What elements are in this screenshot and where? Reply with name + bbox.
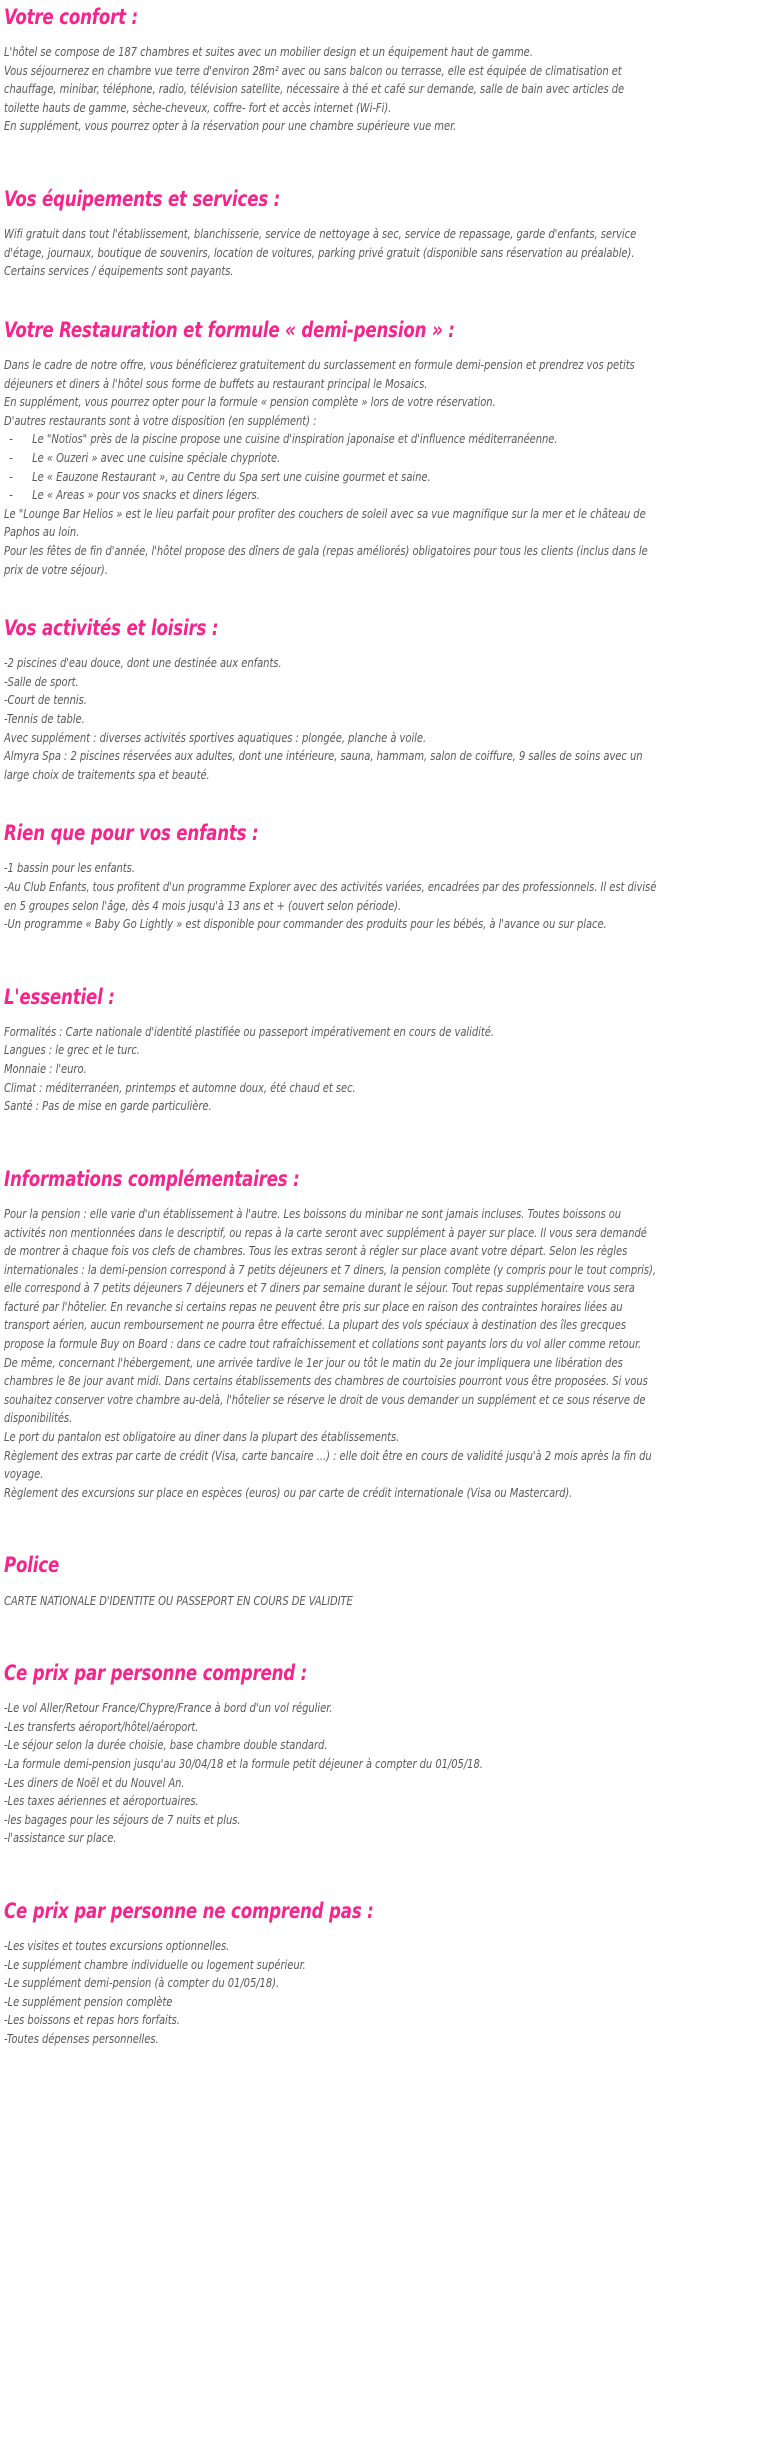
section-activites xyxy=(4,617,750,784)
paragraph: -Le séjour selon la durée choisie, base chambre double standard. xyxy=(4,1737,328,1753)
heading-text: Informations complémentaires : xyxy=(4,1166,300,1192)
list-item xyxy=(4,468,660,487)
paragraph: -Les transferts aéroport/hôtel/aéroport. xyxy=(4,1718,199,1734)
paragraph: -Le vol Aller/Retour France/Chypre/France à bord d'un vol régulier. xyxy=(4,1700,333,1716)
paragraph: -1 bassin pour les enfants. xyxy=(4,860,135,876)
section-heading-enfants xyxy=(4,822,750,846)
paragraph: Dans le cadre de notre offre, vous bénéficierez gratuitement du surclassement en formule demi-pension et prendrez vos petits déjeuners et diners à l'hôtel sous forme de buffets au restaurant principal le Mosaics. xyxy=(4,356,635,391)
paragraph: Vous séjournerez en chambre vue terre d'environ 28m² avec ou sans balcon ou terrasse, elle est équipée de climatisation et chauffage, minibar, téléphone, radio, télévision satellite, nécessaire à thé et café sur demande, salle de bain avec articles de toilette hauts de gamme, sèche-cheveux, coffre- fort et accès internet (Wi-Fi). xyxy=(4,62,625,115)
paragraph: Almyra Spa : 2 piscines réservées aux adultes, dont une intérieure, sauna, hammam, salon de coiffure, 9 salles de soins avec un large choix de traitements spa et beauté. xyxy=(4,748,643,782)
paragraph: Formalités : Carte nationale d'identité plastifiée ou passeport impérativement en cours de validité. xyxy=(4,1023,494,1039)
heading-text: Ce prix par personne comprend : xyxy=(4,1661,308,1687)
dash-bullet: - xyxy=(9,468,13,484)
paragraph: Monnaie : l'euro. xyxy=(4,1061,87,1077)
paragraph: -Toutes dépenses personnelles. xyxy=(4,2030,159,2046)
list-item xyxy=(4,430,660,449)
list-item xyxy=(4,486,660,505)
dash-bullet: - xyxy=(9,431,13,447)
paragraph: L'hôtel se compose de 187 chambres et suites avec un mobilier design et un équipement haut de gamme. xyxy=(4,44,533,60)
section-prix-ne-comprend-pas xyxy=(4,1900,750,2049)
paragraph: -Court de tennis. xyxy=(4,692,87,708)
paragraph: Climat : méditerranéen, printemps et automne doux, été chaud et sec. xyxy=(4,1079,356,1095)
section-heading-informations xyxy=(4,1168,750,1192)
section-confort xyxy=(4,6,750,136)
paragraph: Le "Lounge Bar Helios » est le lieu parfait pour profiter des couchers de soleil avec sa vue magnifique sur la mer et le château de Paphos au loin. xyxy=(4,505,646,540)
paragraph: -La formule demi-pension jusqu'au 30/04/18 et la formule petit déjeuner à compter du 01/05/18. xyxy=(4,1755,483,1771)
list-item-label: Le "Notios" près de la piscine propose une cuisine d'inspiration japonaise et d'influence méditerranéenne. xyxy=(32,431,558,447)
section-prix-comprend xyxy=(4,1662,750,1848)
heading-text: Votre Restauration et formule « demi-pension » : xyxy=(4,317,455,343)
section-heading-prix-comprend xyxy=(4,1662,750,1686)
section-heading-restauration xyxy=(4,319,750,343)
paragraph: -Tennis de table. xyxy=(4,710,85,726)
paragraph: Wifi gratuit dans tout l'établissement, blanchisserie, service de nettoyage à sec, service de repassage, garde d'enfants, service d'étage, journaux, boutique de souvenirs, location de voitures, parking privé gratuit (disponible sans réservation au préalable). xyxy=(4,226,637,260)
list-item xyxy=(4,449,660,468)
heading-text: Vos équipements et services : xyxy=(4,187,281,213)
paragraph: Avec supplément : diverses activités sportives aquatiques : plongée, planche à voile. xyxy=(4,729,427,745)
paragraph: -Le supplément demi-pension (à compter du 01/05/18). xyxy=(4,1975,280,1991)
section-heading-equipements xyxy=(4,188,750,212)
paragraph: Pour la pension : elle varie d'un établissement à l'autre. Les boissons du minibar ne sont jamais incluses. Toutes boissons ou activités non mentionnées dans le descriptif, ou repas à la carte seront avec supplément à payer sur place. Il vous sera demandé de montrer à chaque fois vos clefs de chambres. Tous les extras seront à régler sur place avant votre départ. Selon les règles internationales : la demi-pension correspond à 7 petits déjeuners et 7 diners, la pension complète (y compris pour le tout compris), elle correspond à 7 petits déjeuners 7 déjeuners et 7 diners par semaine durant le séjour. Tout repas supplémentaire vous sera facturé par l'hôtelier. En revanche si certains repas ne peuvent être pris sur place en raison des contraintes horaires liées au transport aérien, aucun remboursement ne pourra être effectué. La plupart des vols spéciaux à destination des îles grecques propose la formule Buy on Board : dans ce cadre tout rafraîchissement et collations sont payants lors du vol aller comme retour. xyxy=(4,1205,657,1352)
paragraph: -Un programme « Baby Go Lightly » est disponible pour commander des produits pour les bébés, à l'avance ou sur place. xyxy=(4,916,607,932)
paragraph: De même, concernant l'hébergement, une arrivée tardive le 1er jour ou tôt le matin du 2e jour impliquera une libération des chambres le 8e jour avant midi. Dans certains établissements des chambres de courtoisies pourront vous être proposées. Si vous souhaitez conserver votre chambre au-delà, l'hôtelier se réserve le droit de vous demander un supplément et ce sous réserve de disponibilités. xyxy=(4,1354,648,1426)
section-informations xyxy=(4,1168,750,1503)
paragraph: Règlement des extras par carte de crédit (Visa, carte bancaire ...) : elle doit être en cours de validité jusqu'à 2 mois après la fin du voyage. xyxy=(4,1447,652,1482)
heading-text: Votre confort : xyxy=(4,5,139,30)
paragraph: -Les boissons et repas hors forfaits. xyxy=(4,2012,180,2028)
section-essentiel xyxy=(4,986,750,1116)
heading-text: L'essentiel : xyxy=(4,984,115,1010)
section-police xyxy=(4,1554,750,1610)
heading-text: Ce prix par personne ne comprend pas : xyxy=(4,1898,374,1924)
paragraph: -Le supplément chambre individuelle ou logement supérieur. xyxy=(4,1956,306,1972)
paragraph: D'autres restaurants sont à votre disposition (en supplément) : xyxy=(4,412,317,428)
paragraph: -Les taxes aériennes et aéroportuaires. xyxy=(4,1793,199,1809)
paragraph: -les bagages pour les séjours de 7 nuits et plus. xyxy=(4,1811,241,1827)
paragraph: En supplément, vous pourrez opter pour la formule « pension complète » lors de votre réservation. xyxy=(4,394,496,410)
dash-bullet: - xyxy=(9,487,13,503)
heading-text: Police xyxy=(4,1553,60,1579)
section-enfants xyxy=(4,822,750,933)
paragraph: -Le supplément pension complète xyxy=(4,1993,173,2009)
paragraph: -Salle de sport. xyxy=(4,673,79,689)
paragraph: CARTE NATIONALE D'IDENTITE OU PASSEPORT EN COURS DE VALIDITE xyxy=(4,1592,353,1608)
paragraph: -Les diners de Noël et du Nouvel An. xyxy=(4,1774,185,1790)
restaurant-list xyxy=(4,430,750,504)
paragraph: -l'assistance sur place. xyxy=(4,1830,117,1846)
paragraph: En supplément, vous pourrez opter à la réservation pour une chambre supérieure vue mer. xyxy=(4,118,457,134)
paragraph: Règlement des excursions sur place en espèces (euros) ou par carte de crédit internationale (Visa ou Mastercard). xyxy=(4,1484,573,1500)
paragraph: Certains services / équipements sont payants. xyxy=(4,263,234,279)
paragraph: Pour les fêtes de fin d'année, l'hôtel propose des dîners de gala (repas améliorés) obligatoires pour tous les clients (inclus dans le prix de votre séjour). xyxy=(4,542,648,577)
section-heading-confort xyxy=(4,6,750,30)
paragraph: Langues : le grec et le turc. xyxy=(4,1042,140,1058)
list-item-label: Le « Ouzeri » avec une cuisine spéciale chypriote. xyxy=(32,449,281,465)
heading-text: Vos activités et loisirs : xyxy=(4,616,219,642)
section-heading-prix-ne-comprend-pas xyxy=(4,1900,750,1924)
paragraph: -Les visites et toutes excursions optionnelles. xyxy=(4,1938,230,1953)
section-heading-police xyxy=(4,1554,750,1578)
section-restauration xyxy=(4,319,750,579)
paragraph: -Au Club Enfants, tous profitent d'un programme Explorer avec des activités variées, encadrées par des professionnels. Il est divisé en 5 groupes selon l'âge, dès 4 mois jusqu'à 13 ans et + (ouvert selon période). xyxy=(4,879,657,913)
list-item-label: Le « Eauzone Restaurant », au Centre du Spa sert une cuisine gourmet et saine. xyxy=(32,468,431,484)
heading-text: Rien que pour vos enfants : xyxy=(4,821,259,847)
paragraph: Santé : Pas de mise en garde particulière. xyxy=(4,1098,212,1114)
section-heading-essentiel xyxy=(4,986,750,1010)
paragraph: Le port du pantalon est obligatoire au diner dans la plupart des établissements. xyxy=(4,1429,400,1445)
list-item-label: Le « Areas » pour vos snacks et diners légers. xyxy=(32,487,260,503)
paragraph: -2 piscines d'eau douce, dont une destinée aux enfants. xyxy=(4,655,282,671)
section-heading-activites xyxy=(4,617,750,641)
section-equipements xyxy=(4,188,750,281)
dash-bullet: - xyxy=(9,449,13,465)
